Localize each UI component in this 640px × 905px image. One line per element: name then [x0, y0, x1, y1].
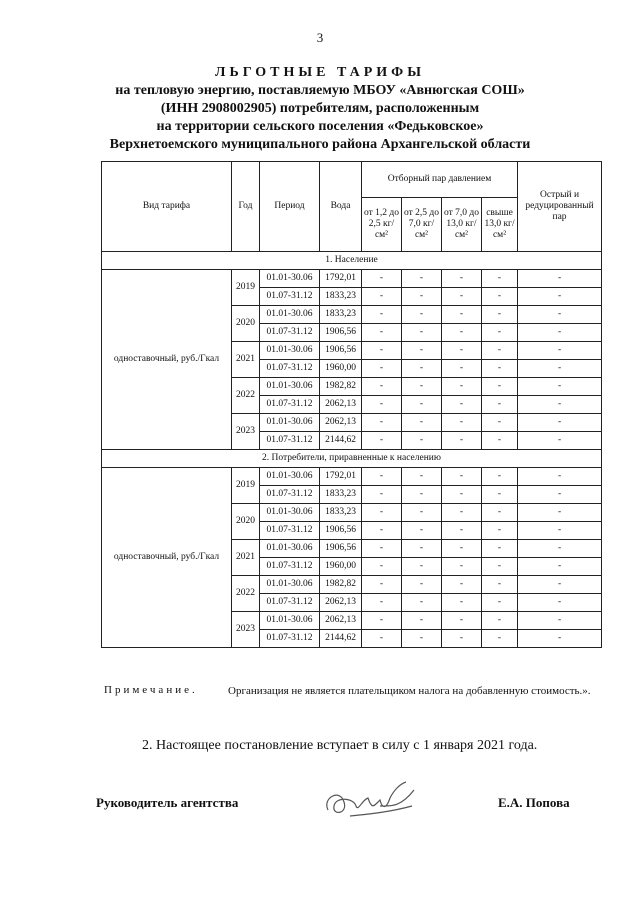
water-value-cell: 1833,23 — [320, 504, 362, 522]
empty-value-cell: - — [442, 594, 482, 612]
empty-value-cell: - — [362, 504, 402, 522]
tariff-table — [101, 161, 602, 648]
water-value-cell: 1906,56 — [320, 342, 362, 360]
water-value-cell: 1792,01 — [320, 270, 362, 288]
empty-value-cell: - — [362, 612, 402, 630]
water-value-cell: 2062,13 — [320, 612, 362, 630]
period-cell: 01.07-31.12 — [260, 594, 320, 612]
empty-value-cell: - — [518, 486, 602, 504]
empty-value-cell: - — [482, 594, 518, 612]
empty-value-cell: - — [518, 432, 602, 450]
empty-value-cell: - — [518, 468, 602, 486]
water-value-cell: 2062,13 — [320, 414, 362, 432]
empty-value-cell: - — [482, 540, 518, 558]
empty-value-cell: - — [402, 270, 442, 288]
empty-value-cell: - — [402, 594, 442, 612]
empty-value-cell: - — [442, 270, 482, 288]
empty-value-cell: - — [362, 468, 402, 486]
empty-value-cell: - — [482, 486, 518, 504]
empty-value-cell: - — [442, 504, 482, 522]
period-cell: 01.01-30.06 — [260, 414, 320, 432]
empty-value-cell: - — [402, 522, 442, 540]
empty-value-cell: - — [518, 396, 602, 414]
empty-value-cell: - — [442, 576, 482, 594]
year-cell: 2022 — [232, 378, 260, 414]
header-sharp-steam: Острый и редуцированный пар — [518, 162, 602, 252]
period-cell: 01.07-31.12 — [260, 522, 320, 540]
empty-value-cell: - — [402, 630, 442, 648]
empty-value-cell: - — [362, 522, 402, 540]
empty-value-cell: - — [518, 342, 602, 360]
empty-value-cell: - — [442, 558, 482, 576]
empty-value-cell: - — [482, 396, 518, 414]
empty-value-cell: - — [518, 504, 602, 522]
period-cell: 01.01-30.06 — [260, 306, 320, 324]
empty-value-cell: - — [362, 486, 402, 504]
empty-value-cell: - — [442, 378, 482, 396]
empty-value-cell: - — [482, 270, 518, 288]
water-value-cell: 1982,82 — [320, 378, 362, 396]
title-heading: ЛЬГОТНЫЕ ТАРИФЫ — [215, 65, 425, 80]
empty-value-cell: - — [442, 288, 482, 306]
header-period: Период — [260, 162, 320, 252]
empty-value-cell: - — [362, 414, 402, 432]
note-text: Организация не является плательщиком налога на добавленную стоимость.». — [228, 685, 591, 697]
handwritten-signature — [320, 776, 430, 826]
page-number: 3 — [316, 30, 324, 45]
empty-value-cell: - — [362, 594, 402, 612]
empty-value-cell: - — [442, 522, 482, 540]
period-cell: 01.01-30.06 — [260, 576, 320, 594]
empty-value-cell: - — [362, 558, 402, 576]
empty-value-cell: - — [402, 306, 442, 324]
empty-value-cell: - — [442, 630, 482, 648]
empty-value-cell: - — [362, 576, 402, 594]
period-cell: 01.01-30.06 — [260, 468, 320, 486]
water-value-cell: 1906,56 — [320, 540, 362, 558]
empty-value-cell: - — [402, 378, 442, 396]
empty-value-cell: - — [362, 342, 402, 360]
title-line-4: Верхнетоемского муниципального района Архангельской области — [109, 137, 531, 152]
water-value-cell: 1960,00 — [320, 558, 362, 576]
effective-date-clause: 2. Настоящее постановление вступает в силу с 1 января 2021 года. — [142, 738, 538, 753]
empty-value-cell: - — [518, 270, 602, 288]
empty-value-cell: - — [402, 576, 442, 594]
empty-value-cell: - — [482, 324, 518, 342]
period-cell: 01.07-31.12 — [260, 432, 320, 450]
empty-value-cell: - — [402, 432, 442, 450]
period-cell: 01.07-31.12 — [260, 558, 320, 576]
water-value-cell: 1982,82 — [320, 576, 362, 594]
empty-value-cell: - — [402, 558, 442, 576]
empty-value-cell: - — [362, 432, 402, 450]
header-pressure-2: от 2,5 до 7,0 кг/см² — [402, 198, 442, 252]
empty-value-cell: - — [362, 630, 402, 648]
empty-value-cell: - — [442, 360, 482, 378]
empty-value-cell: - — [442, 612, 482, 630]
water-value-cell: 1833,23 — [320, 486, 362, 504]
empty-value-cell: - — [442, 432, 482, 450]
water-value-cell: 1833,23 — [320, 306, 362, 324]
empty-value-cell: - — [362, 396, 402, 414]
period-cell: 01.01-30.06 — [260, 540, 320, 558]
title-line-3: на территории сельского поселения «Федьковское» — [156, 119, 484, 134]
water-value-cell: 2144,62 — [320, 630, 362, 648]
empty-value-cell: - — [362, 324, 402, 342]
year-cell: 2020 — [232, 306, 260, 342]
section-title: 1. Население — [102, 252, 602, 270]
year-cell: 2023 — [232, 612, 260, 648]
empty-value-cell: - — [518, 522, 602, 540]
empty-value-cell: - — [442, 306, 482, 324]
empty-value-cell: - — [482, 522, 518, 540]
year-cell: 2020 — [232, 504, 260, 540]
header-tariff-type: Вид тарифа — [102, 162, 232, 252]
empty-value-cell: - — [402, 504, 442, 522]
empty-value-cell: - — [402, 324, 442, 342]
empty-value-cell: - — [482, 576, 518, 594]
year-cell: 2019 — [232, 468, 260, 504]
year-cell: 2021 — [232, 540, 260, 576]
title-line-1: на тепловую энергию, поставляемую МБОУ «Авнюгская СОШ» — [115, 83, 525, 98]
empty-value-cell: - — [362, 360, 402, 378]
empty-value-cell: - — [482, 342, 518, 360]
title-line-2: (ИНН 2908002905) потребителям, расположенным — [160, 101, 480, 116]
empty-value-cell: - — [482, 612, 518, 630]
water-value-cell: 1833,23 — [320, 288, 362, 306]
empty-value-cell: - — [362, 306, 402, 324]
empty-value-cell: - — [518, 378, 602, 396]
empty-value-cell: - — [402, 486, 442, 504]
period-cell: 01.07-31.12 — [260, 630, 320, 648]
header-steam-group: Отборный пар давлением — [362, 162, 518, 198]
water-value-cell: 1960,00 — [320, 360, 362, 378]
header-year: Год — [232, 162, 260, 252]
empty-value-cell: - — [442, 468, 482, 486]
empty-value-cell: - — [518, 360, 602, 378]
empty-value-cell: - — [402, 396, 442, 414]
water-value-cell: 1792,01 — [320, 468, 362, 486]
table-row — [102, 270, 602, 288]
empty-value-cell: - — [518, 594, 602, 612]
empty-value-cell: - — [402, 288, 442, 306]
empty-value-cell: - — [518, 288, 602, 306]
year-cell: 2021 — [232, 342, 260, 378]
empty-value-cell: - — [482, 378, 518, 396]
period-cell: 01.07-31.12 — [260, 324, 320, 342]
empty-value-cell: - — [442, 342, 482, 360]
period-cell: 01.01-30.06 — [260, 612, 320, 630]
empty-value-cell: - — [362, 540, 402, 558]
empty-value-cell: - — [482, 360, 518, 378]
empty-value-cell: - — [442, 324, 482, 342]
section-title: 2. Потребители, приравненные к населению — [102, 450, 602, 468]
year-cell: 2019 — [232, 270, 260, 306]
empty-value-cell: - — [402, 342, 442, 360]
period-cell: 01.01-30.06 — [260, 504, 320, 522]
empty-value-cell: - — [482, 504, 518, 522]
signatory-name: Е.А. Попова — [498, 795, 570, 810]
water-value-cell: 2062,13 — [320, 594, 362, 612]
header-pressure-4: свыше 13,0 кг/см² — [482, 198, 518, 252]
empty-value-cell: - — [482, 414, 518, 432]
empty-value-cell: - — [518, 414, 602, 432]
empty-value-cell: - — [402, 360, 442, 378]
empty-value-cell: - — [442, 414, 482, 432]
empty-value-cell: - — [518, 630, 602, 648]
empty-value-cell: - — [518, 306, 602, 324]
empty-value-cell: - — [442, 486, 482, 504]
empty-value-cell: - — [518, 324, 602, 342]
empty-value-cell: - — [518, 576, 602, 594]
empty-value-cell: - — [402, 468, 442, 486]
tariff-type-cell: одноставочный, руб./Гкал — [102, 468, 232, 648]
header-pressure-1: от 1,2 до 2,5 кг/см² — [362, 198, 402, 252]
tariff-type-cell: одноставочный, руб./Гкал — [102, 270, 232, 450]
empty-value-cell: - — [402, 540, 442, 558]
empty-value-cell: - — [518, 612, 602, 630]
period-cell: 01.07-31.12 — [260, 486, 320, 504]
empty-value-cell: - — [518, 558, 602, 576]
header-water: Вода — [320, 162, 362, 252]
water-value-cell: 2144,62 — [320, 432, 362, 450]
note-label: Примечание. — [104, 684, 198, 696]
empty-value-cell: - — [442, 540, 482, 558]
empty-value-cell: - — [518, 540, 602, 558]
period-cell: 01.01-30.06 — [260, 342, 320, 360]
empty-value-cell: - — [482, 468, 518, 486]
empty-value-cell: - — [482, 288, 518, 306]
empty-value-cell: - — [362, 378, 402, 396]
period-cell: 01.07-31.12 — [260, 360, 320, 378]
water-value-cell: 1906,56 — [320, 324, 362, 342]
period-cell: 01.07-31.12 — [260, 288, 320, 306]
period-cell: 01.01-30.06 — [260, 270, 320, 288]
year-cell: 2022 — [232, 576, 260, 612]
header-pressure-3: от 7,0 до 13,0 кг/см² — [442, 198, 482, 252]
year-cell: 2023 — [232, 414, 260, 450]
empty-value-cell: - — [402, 414, 442, 432]
document-title — [0, 64, 640, 154]
empty-value-cell: - — [362, 288, 402, 306]
empty-value-cell: - — [482, 630, 518, 648]
water-value-cell: 1906,56 — [320, 522, 362, 540]
period-cell: 01.07-31.12 — [260, 396, 320, 414]
empty-value-cell: - — [482, 432, 518, 450]
period-cell: 01.01-30.06 — [260, 378, 320, 396]
empty-value-cell: - — [402, 612, 442, 630]
table-row — [102, 468, 602, 486]
empty-value-cell: - — [482, 558, 518, 576]
empty-value-cell: - — [442, 396, 482, 414]
empty-value-cell: - — [482, 306, 518, 324]
signatory-position: Руководитель агентства — [96, 795, 239, 810]
empty-value-cell: - — [362, 270, 402, 288]
water-value-cell: 2062,13 — [320, 396, 362, 414]
